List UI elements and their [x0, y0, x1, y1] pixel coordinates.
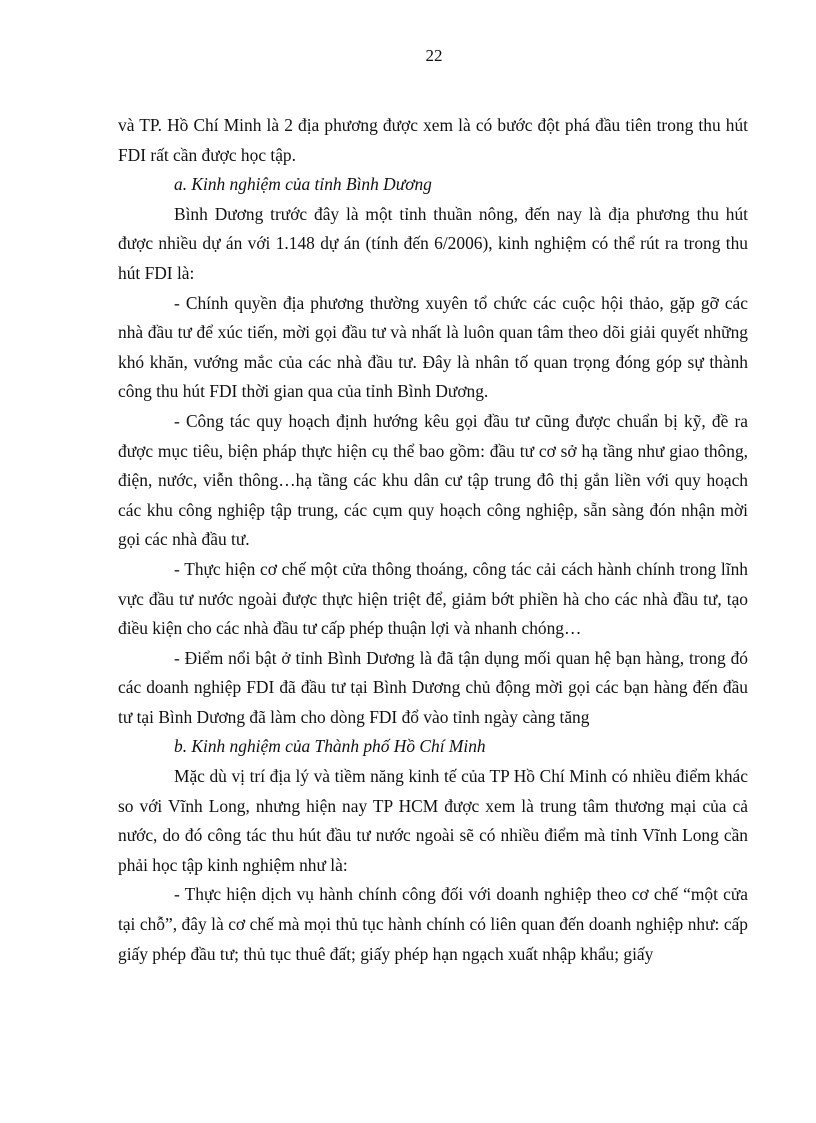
binh-duong-point-2: - Công tác quy hoạch định hướng kêu gọi đầu tư cũng được chuẩn bị kỹ, đề ra được mục tiêu, biện pháp thực hiện cụ thể bao gồm: đầu tư cơ sở hạ tầng như giao thông, điện, nước, viễn thông…hạ tầng các khu dân cư tập trung đô thị gắn liền với quy hoạch các khu công nghiệp tập trung, các cụm quy hoạch công nghiệp, sẵn sàng đón nhận mời gọi các nhà đầu tư. — [118, 410, 748, 550]
intro-paragraph: và TP. Hồ Chí Minh là 2 địa phương được xem là có bước đột phá đầu tiên trong thu hút FDI rất cần được học tập. — [118, 115, 748, 165]
binh-duong-point-4: - Điểm nổi bật ở tỉnh Bình Dương là đã tận dụng mối quan hệ bạn hàng, trong đó các doanh nghiệp FDI đã đầu tư tại Bình Dương chủ động mời gọi các bạn hàng đến đầu tư tại Bình Dương đã làm cho dòng FDI đổ vào tỉnh ngày càng tăng — [118, 647, 748, 727]
binh-duong-point-1: - Chính quyền địa phương thường xuyên tổ chức các cuộc hội thảo, gặp gỡ các nhà đầu tư để xúc tiến, mời gọi đầu tư và nhất là luôn quan tâm theo dõi giải quyết những khó khăn, vướng mắc của các nhà đầu tư. Đây là nhân tố quan trọng đóng góp sự thành công thu hút FDI thời gian qua của tỉnh Bình Dương. — [118, 292, 748, 402]
page-number: 22 — [425, 46, 443, 65]
section-heading-a: a. Kinh nghiệm của tỉnh Bình Dương — [174, 174, 432, 195]
section-heading-b: b. Kinh nghiệm của Thành phố Hồ Chí Minh — [174, 736, 486, 757]
binh-duong-intro-paragraph: Bình Dương trước đây là một tỉnh thuần nông, đến nay là địa phương thu hút được nhiều dự án với 1.148 dự án (tính đến 6/2006), kinh nghiệm có thể rút ra trong thu hút FDI là: — [118, 203, 748, 283]
document-body — [118, 111, 748, 969]
hcm-point-1: - Thực hiện dịch vụ hành chính công đối với doanh nghiệp theo cơ chế “một cửa tại chỗ”, đây là cơ chế mà mọi thủ tục hành chính có liên quan đến doanh nghiệp như: cấp giấy phép đầu tư; thủ tục thuê đất; giấy phép hạn ngạch xuất nhập khẩu; giấy — [118, 884, 748, 964]
hcm-intro-paragraph: Mặc dù vị trí địa lý và tiềm năng kinh tế của TP Hồ Chí Minh có nhiều điểm khác so với Vĩnh Long, nhưng hiện nay TP HCM được xem là trung tâm thương mại của cả nước, do đó công tác thu hút đầu tư nước ngoài sẽ có nhiều điểm mà tỉnh Vĩnh Long cần phải học tập kinh nghiệm như là: — [118, 766, 748, 875]
binh-duong-point-3: - Thực hiện cơ chế một cửa thông thoáng, công tác cải cách hành chính trong lĩnh vực đầu tư nước ngoài được thực hiện triệt để, giảm bớt phiền hà cho các nhà đầu tư, tạo điều kiện cho các nhà đầu tư cấp phép thuận lợi và nhanh chóng… — [118, 558, 748, 639]
